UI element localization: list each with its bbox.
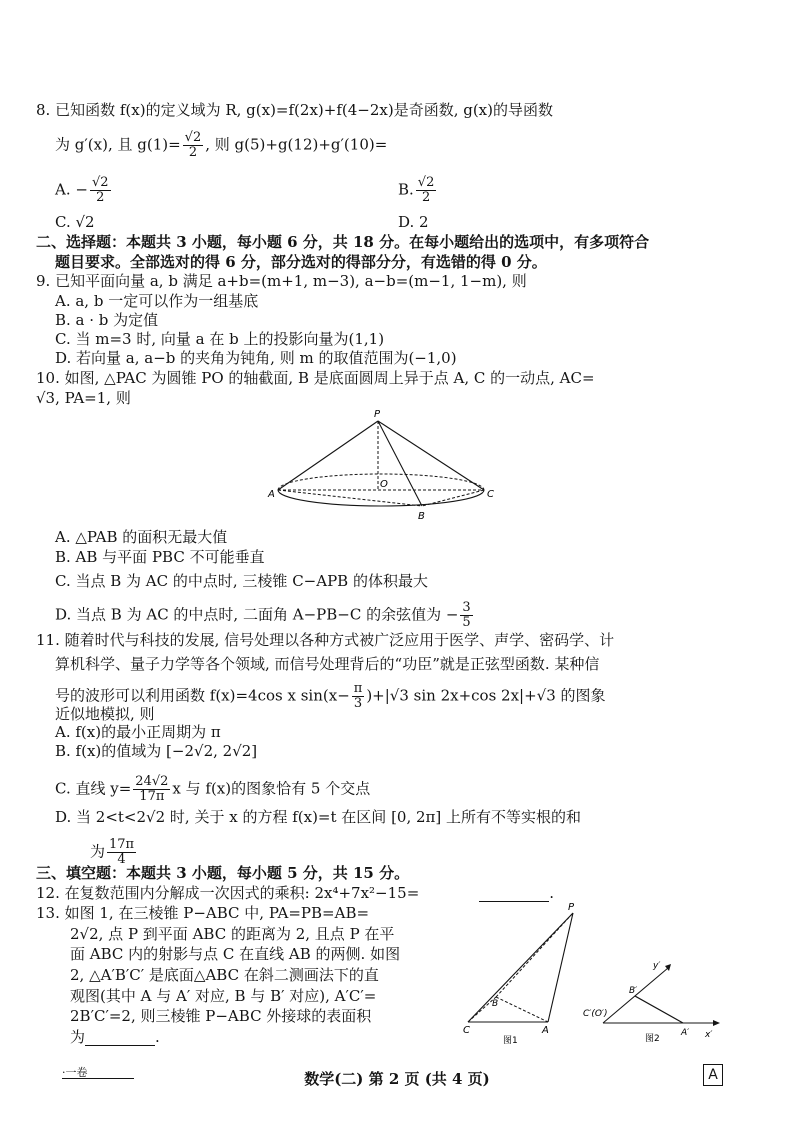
fig2-label-y: y′ [653,961,661,971]
fig1-label-a: A [542,1025,549,1036]
q8-optb-num: √2 [417,175,435,190]
fig1-label-b: B [492,999,499,1009]
cone-label-p: P [374,409,381,420]
base-chord-ab [278,490,422,506]
fig1-caption: 图1 [503,1036,518,1046]
q12-text: 12. 在复数范围内分解成一次因式的乘积: 2x⁴+7x²−15= [36,884,420,902]
q13-l7-prefix: 为 [70,1028,86,1046]
q11-optd-prefix: 为 [90,842,106,861]
q11-option-d-fraction [107,838,136,867]
cone-edge-pc [378,421,484,490]
paper-version-stamp: A [703,1064,723,1086]
q8-frac-den: 2 [188,145,198,160]
section3-heading: 三、填空题：本题共 3 小题，每小题 5 分，共 15 分。 [36,864,410,882]
section2-heading-line1: 二、选择题：本题共 3 小题，每小题 6 分，共 18 分。在每小题给出的选项中，有多项符合 [36,233,650,251]
q8-stem-line2 [55,131,387,160]
q8-optb-den: 2 [421,190,431,205]
q11-line3-den: 3 [353,696,363,711]
q10-option-a: A. △PAB 的面积无最大值 [55,528,228,546]
q11-pi-over-3 [352,682,365,711]
q12-end: . [549,884,555,902]
fig2-edge-ba [635,996,683,1023]
q8-fraction [183,131,204,160]
q11-optc-den: 17π [139,789,165,804]
q11-option-d-line2 [90,838,138,867]
fig1-edge-ba [496,997,548,1022]
q8-option-b-fraction [416,176,437,205]
q9-stem: 9. 已知平面向量 a, b 满足 a+b=(m+1, m−3), a−b=(m−1, 1−m), 则 [36,272,527,290]
cone-label-o: O [380,479,388,490]
corner-mark: ·一卷 [62,1064,134,1079]
page-footer: 数学(二) 第 2 页 (共 4 页) [304,1070,490,1088]
q11-option-d-line1: D. 当 2<t<2√2 时, 关于 x 的方程 f(x)=t 在区间 [0, 2π] 上所有不等实根的和 [55,808,582,826]
q13-line5: 观图(其中 A 与 A′ 对应, B 与 B′ 对应), A′C′= [70,987,377,1005]
fig2-caption: 图2 [645,1034,660,1044]
fig1-edge-bp [496,913,573,997]
q10-option-d-text: D. 当点 B 为 AC 的中点时, 二面角 A−PB−C 的余弦值为 − [55,605,459,624]
q8-option-a [55,176,113,205]
q8-option-c: C. √2 [55,213,95,231]
fig1-edge-cp [468,913,573,1022]
q11-optd-num: 17π [109,837,135,852]
q13-line1: 13. 如图 1, 在三棱锥 P−ABC 中, PA=PB=AB= [36,904,370,922]
q11-option-b: B. f(x)的值域为 [−2√2, 2√2] [55,742,258,760]
q9-option-a: A. a, b 一定可以作为一组基底 [55,292,259,310]
q11-option-c-part1: C. 直线 y= [55,779,132,798]
q11-line3-part1: 号的波形可以利用函数 f(x)=4cos x sin(x− [55,686,350,705]
q10-stem-line2: √3, PA=1, 则 [36,389,131,407]
q9-option-d: D. 若向量 a, a−b 的夹角为钝角, 则 m 的取值范围为(−1,0) [55,349,457,367]
figure2-oblique [583,955,723,1047]
q8-stem-line1: 8. 已知函数 f(x)的定义域为 R, g(x)=f(2x)+f(4−2x)是奇函数, g(x)的导函数 [36,101,553,119]
q11-line3-part2: )+|√3 sin 2x+cos 2x|+√3 的图象 [366,686,606,705]
fig1-label-c: C [463,1025,470,1036]
q10-optd-num: 3 [462,600,471,615]
cone-label-c: C [487,489,494,500]
q10-stem-line1: 10. 如图, △PAC 为圆锥 PO 的轴截面, B 是底面圆周上异于点 A, C 的一动点, AC= [36,369,595,387]
fig2-x-arrow [713,1020,720,1026]
q13-line7 [70,1028,160,1046]
q11-option-c-part2: x 与 f(x)的图象恰有 5 个交点 [172,779,371,798]
cone-label-a: A [268,489,275,500]
q11-stem-line4: 近似地模拟, 则 [55,705,155,723]
q10-option-d [55,601,475,630]
q13-line2: 2√2, 点 P 到平面 ABC 的距离为 2, 且点 P 在平 [70,925,395,943]
q9-option-b: B. a · b 为定值 [55,311,159,329]
cone-edge-pa [278,421,378,490]
q8-option-a-fraction [90,176,111,205]
q8-option-a-label: A. − [55,180,88,199]
fig1-label-p: P [568,902,575,913]
q13-end: . [155,1028,160,1046]
fig2-label-x: x′ [705,1030,713,1040]
fig2-label-a: A′ [681,1028,690,1038]
cone-label-b: B [418,511,425,522]
q11-line3-num: π [353,681,363,696]
q11-optc-num: 24√2 [135,774,169,789]
q8-frac-num: √2 [184,130,202,145]
q10-option-d-fraction [460,601,472,630]
q13-line6: 2B′C′=2, 则三棱锥 P−ABC 外接球的表面积 [70,1007,372,1025]
q10-optd-den: 5 [462,615,471,630]
q8-option-b-label: B. [398,180,414,199]
q11-stem-line1: 11. 随着时代与科技的发展, 信号处理以各种方式被广泛应用于医学、声学、密码学、计 [36,631,615,649]
q13-line4: 2, △A′B′C′ 是底面△ABC 在斜二测画法下的直 [70,966,379,984]
fig2-label-o: C′(O′) [583,1009,608,1019]
q10-option-b: B. AB 与平面 PBC 不可能垂直 [55,548,265,566]
figure1-pyramid [458,900,588,1048]
q11-optd-den: 4 [117,852,126,867]
q8-stem-line2-part2: , 则 g(5)+g(12)+g′(10)= [205,135,388,154]
q11-option-c [55,775,370,804]
q11-stem-line2: 算机科学、量子力学等各个领域, 而信号处理背后的“功臣”就是正弦型函数. 某种信 [55,655,600,673]
q10-option-c: C. 当点 B 为 AC 的中点时, 三棱锥 C−APB 的体积最大 [55,572,428,590]
q13-answer-blank[interactable] [85,1031,155,1046]
q11-option-c-fraction [133,775,170,804]
q8-stem-line2-part1: 为 g′(x), 且 g(1)= [55,135,181,154]
q8-option-d: D. 2 [398,213,429,231]
q8-opta-den: 2 [96,190,105,205]
cone-figure [262,405,500,525]
q9-option-c: C. 当 m=3 时, 向量 a 在 b 上的投影向量为(1,1) [55,330,385,348]
cone-edge-pb [378,421,422,506]
fig2-label-b: B′ [629,986,638,996]
q8-option-b [398,176,438,205]
fig1-edge-ap [548,913,573,1022]
q11-option-a: A. f(x)的最小正周期为 π [55,723,221,741]
q13-line3: 面 ABC 内的射影与点 C 在直线 AB 的两侧. 如图 [70,945,401,963]
q8-opta-num: √2 [91,175,109,190]
section2-heading-line2: 题目要求。全部选对的得 6 分，部分选对的得部分分，有选错的得 0 分。 [55,253,547,271]
